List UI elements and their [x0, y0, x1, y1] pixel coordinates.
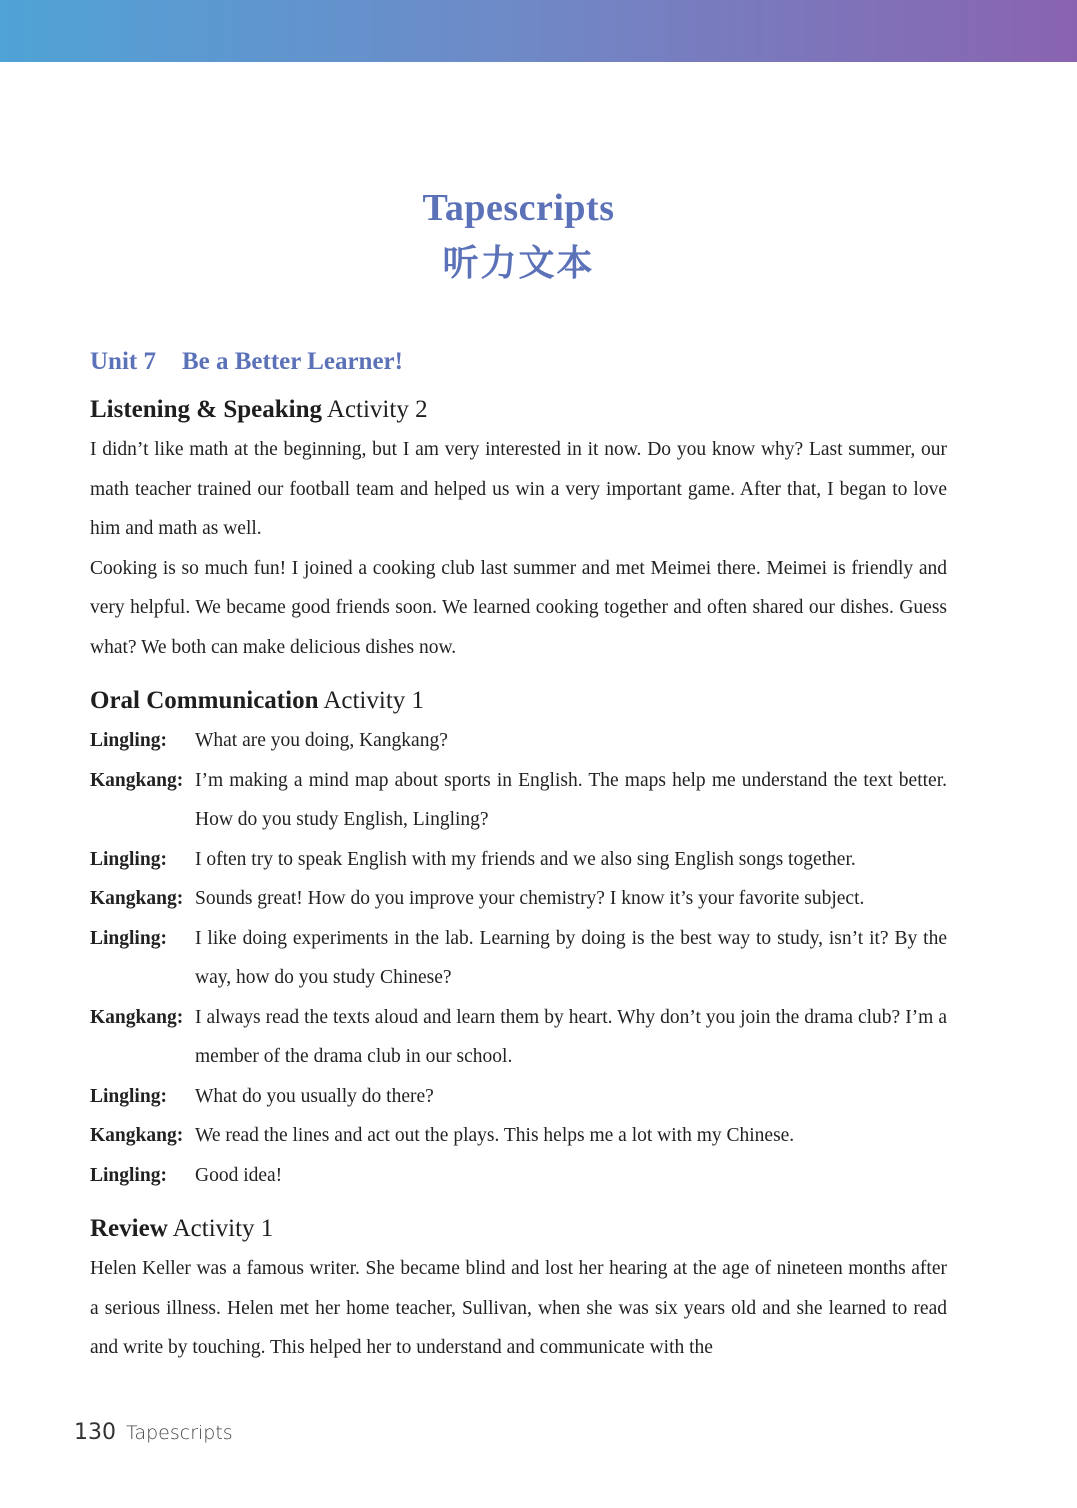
section-heading-activity: Activity 2 [322, 396, 428, 423]
section-heading-activity: Activity 1 [318, 687, 425, 714]
speech-text: I often try to speak English with my friends and we also sing English songs together. [195, 848, 856, 870]
speaker-name: Lingling: [90, 1085, 167, 1107]
speaker-name: Kangkang: [90, 769, 184, 791]
speaker-name: Kangkang: [90, 1006, 184, 1028]
speaker-name: Lingling: [90, 1164, 167, 1186]
review-paragraph: Helen Keller was a famous writer. She became blind and lost her hearing at the age of nineteen months after a serious illness. Helen met her home teacher, Sullivan, when she was six years old and she learned to read and write by touching. This helped her to understand and communicate with the [90, 1258, 947, 1358]
section-heading-bold: Listening & Speaking [90, 396, 323, 423]
page-number: 130 [74, 1420, 116, 1445]
section-heading-bold: Review [90, 1215, 168, 1242]
section-heading-bold: Oral Communication [90, 687, 319, 714]
speech-text: I’m making a mind map about sports in English. The maps help me understand the text better. How do you study English, Lingling? [195, 769, 947, 830]
speech-text: We read the lines and act out the plays. This helps me a lot with my Chinese. [195, 1125, 795, 1146]
speech-text: Good idea! [195, 1164, 283, 1186]
dialogue-line [90, 840, 947, 880]
footer-label: Tapescripts [126, 1422, 233, 1444]
page-title-english: Tapescripts [422, 187, 615, 229]
speaker-name: Kangkang: [90, 1125, 184, 1146]
speaker-name: Kangkang: [90, 888, 184, 909]
section-heading-activity: Activity 1 [167, 1215, 274, 1242]
speech-text: Sounds great! How do you improve your chemistry? I know it’s your favorite subject. [195, 888, 865, 909]
dialogue-line [90, 919, 947, 998]
dialogue-line [90, 1077, 947, 1117]
section-heading-oral [90, 681, 947, 721]
dialogue-line [90, 879, 947, 919]
dialogue-line [90, 761, 947, 840]
main-content [90, 340, 947, 1368]
speech-text: I always read the texts aloud and learn them by heart. Why don’t you join the drama club? I’m a member of the drama club in our school. [195, 1006, 947, 1067]
speech-text: What do you usually do there? [195, 1085, 434, 1107]
page-footer [74, 1420, 233, 1445]
page-title-chinese: 听力文本 [442, 243, 595, 284]
listening-paragraph-1: I didn’t like math at the beginning, but I am very interested in it now. Do you know why? Last summer, our math teacher trained our football team and helped us win a very important game. After that, I began to love him and math as well. [90, 439, 947, 539]
speaker-name: Lingling: [90, 927, 167, 949]
listening-paragraph-2: Cooking is so much fun! I joined a cooking club last summer and met Meimei there. Meimei is friendly and very helpful. We became good friends soon. We learned cooking together and often shared our dishes. Guess what? We both can make delicious dishes now. [90, 557, 947, 658]
speech-text: What are you doing, Kangkang? [195, 730, 448, 751]
speaker-name: Lingling: [90, 730, 167, 751]
dialogue-line [90, 1116, 947, 1156]
dialogue-line [90, 721, 947, 761]
speech-text: I like doing experiments in the lab. Learning by doing is the best way to study, isn’t it? By the way, how do you study Chinese? [195, 927, 947, 988]
section-heading-review [90, 1209, 947, 1249]
unit-name: Be a Better Learner! [181, 348, 403, 375]
speaker-name: Lingling: [90, 848, 167, 870]
unit-heading [90, 340, 947, 384]
header-color-band [0, 0, 1077, 62]
section-heading-listening [90, 390, 947, 430]
dialogue-line [90, 998, 947, 1077]
unit-number: Unit 7 [90, 348, 156, 375]
page-title-block [0, 182, 1077, 294]
dialogue [90, 721, 947, 1195]
dialogue-line [90, 1156, 947, 1196]
